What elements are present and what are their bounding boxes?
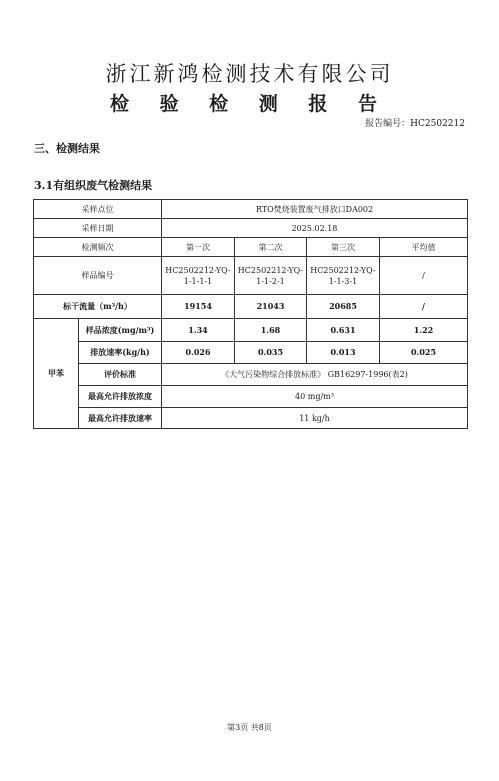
frequency-average: 平均值 <box>380 238 468 257</box>
conc-1: 1.34 <box>162 319 235 342</box>
conc-2: 1.68 <box>235 319 307 342</box>
sample-no-2: HC2502212-YQ-1-1-2-1 <box>235 257 307 295</box>
rate-3: 0.013 <box>307 342 380 364</box>
sampling-point-label: 采样点位 <box>34 200 162 219</box>
rate-label: 排放速率(kg/h) <box>79 342 162 364</box>
table-row <box>34 386 468 408</box>
flow-1: 19154 <box>162 295 235 319</box>
frequency-3: 第三次 <box>307 238 380 257</box>
subsection-title: 3.1有组织废气检测结果 <box>34 179 153 192</box>
max-rate-label: 最高允许排放速率 <box>79 408 162 429</box>
company-name: 浙江新鸿检测技术有限公司 <box>105 62 394 86</box>
table-row <box>34 257 468 295</box>
results-table <box>33 199 468 429</box>
sample-no-label: 样品编号 <box>34 257 162 295</box>
flow-average: / <box>380 295 468 319</box>
rate-1: 0.026 <box>162 342 235 364</box>
frequency-2: 第二次 <box>235 238 307 257</box>
frequency-1: 第一次 <box>162 238 235 257</box>
max-conc-label: 最高允许排放浓度 <box>79 386 162 408</box>
table-row <box>34 219 468 238</box>
flow-label: 标干流量（m³/h） <box>34 295 162 319</box>
pollutant-name: 甲苯 <box>34 319 79 429</box>
page-footer: 第3页 共8页 <box>227 723 272 732</box>
conc-label: 样品浓度(mg/m³) <box>79 319 162 342</box>
standard-label: 评价标准 <box>79 364 162 386</box>
standard-value: 《大气污染物综合排放标准》 GB16297-1996(表2) <box>162 364 468 386</box>
sampling-point-value: RTO焚烧装置废气排放口DA002 <box>162 200 468 219</box>
table-row <box>34 319 468 342</box>
flow-2: 21043 <box>235 295 307 319</box>
report-title: 检 验 检 测 报 告 <box>109 93 390 115</box>
sample-no-average: / <box>380 257 468 295</box>
sampling-date-label: 采样日期 <box>34 219 162 238</box>
sample-no-3: HC2502212-YQ-1-1-3-1 <box>307 257 380 295</box>
table-row <box>34 364 468 386</box>
max-rate-value: 11 kg/h <box>162 408 468 429</box>
rate-average: 0.025 <box>380 342 468 364</box>
table-row <box>34 342 468 364</box>
conc-3: 0.631 <box>307 319 380 342</box>
frequency-label: 检测频次 <box>34 238 162 257</box>
table-row <box>34 200 468 219</box>
max-conc-value: 40 mg/m³ <box>162 386 468 408</box>
table-row <box>34 295 468 319</box>
table-row <box>34 238 468 257</box>
sample-no-1: HC2502212-YQ-1-1-1-1 <box>162 257 235 295</box>
rate-2: 0.035 <box>235 342 307 364</box>
conc-average: 1.22 <box>380 319 468 342</box>
sampling-date-value: 2025.02.18 <box>162 219 468 238</box>
section-title: 三、检测结果 <box>34 142 100 155</box>
flow-3: 20685 <box>307 295 380 319</box>
report-number: 报告编号：HC2502212 <box>365 119 465 129</box>
table-row <box>34 408 468 429</box>
